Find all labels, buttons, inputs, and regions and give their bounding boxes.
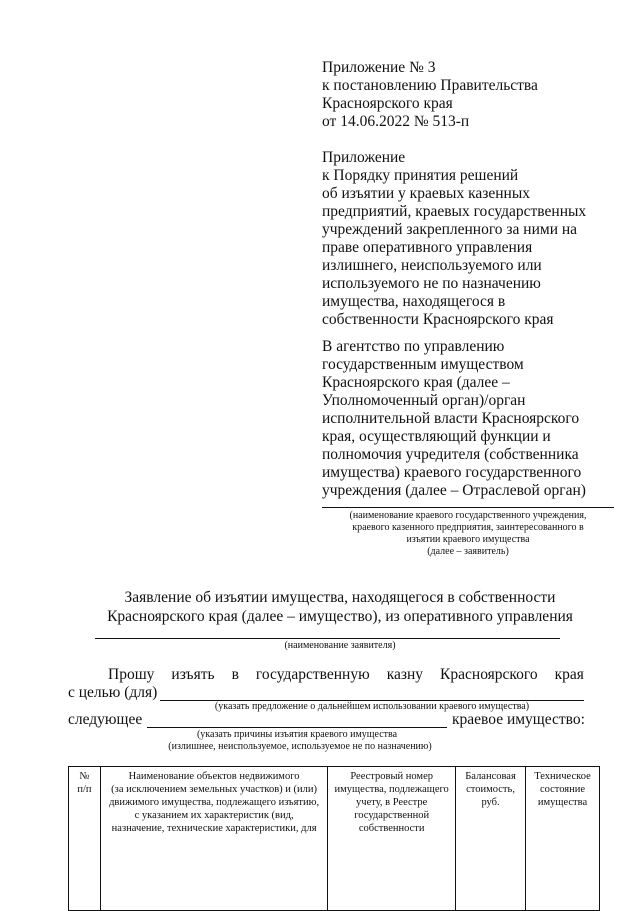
procedure-line: собственности Красноярского края [322,311,554,328]
request-word: государственную [255,666,370,683]
procedure-line: используемого не по назначению [322,275,541,292]
request-line [108,666,584,684]
caption-line: (наименование краевого государственного учреждения, [349,510,587,521]
header-cell-registry-number: Реестровый номер имущества, подлежащего учету, в Реестре государственной собственности [328,767,456,911]
document-title [60,588,620,626]
addressee-line: учреждения (далее – Отраслевой орган) [322,482,586,499]
appendix-line: к постановлению Правительства [322,77,538,94]
addressee-line: Уполномоченный орган)/орган [322,392,526,409]
reason-fill-line [147,727,447,728]
header-cell-name: Наименование объектов недвижимого (за исключением земельных участков) и (или) движимого имущества, подлежащего изъятию, с указанием их характеристик (вид, назначение, технические характеристики, для [100,767,327,911]
applicant-name-caption: (наименование заявителя) [284,640,396,651]
appendix-line: от 14.06.2022 № 513-п [322,113,470,130]
header-cell-number: № п/п [69,767,101,911]
request-word: края [554,666,584,683]
procedure-line: имущества, находящегося в [322,293,506,310]
procedure-line: об изъятии у краевых казенных [322,185,531,202]
header-cell-balance-value: Балансовая стоимость, руб. [456,767,526,911]
procedure-line: учреждений закрепленного за ними на [322,221,578,238]
request-word: Красноярского [440,666,538,683]
addressee-line: В агентство по управлению [322,338,505,355]
caption-line: (далее – заявитель) [427,546,509,557]
title-line: Красноярского края (далее – имущество), из оперативного управления [107,608,573,625]
procedure-line: предприятий, краевых государственных [322,203,587,220]
purpose-caption: (указать предложение о дальнейшем использовании краевого имущества) [214,701,530,712]
addressee-block [322,338,622,500]
procedure-line: Приложение [322,149,406,166]
appendix-header [322,59,622,131]
applicant-name-fill-line [95,638,560,639]
addressee-line: государственным имуществом [322,356,524,373]
appendix-line: Красноярского края [322,95,453,112]
applicant-caption [322,510,614,558]
caption-line: изъятии краевого имущества [406,534,530,545]
addressee-line: Красноярского края (далее – [322,374,510,391]
applicant-fill-line [322,507,614,508]
request-word: в [231,666,239,683]
request-word: изъять [171,666,215,683]
reason-caption: (указать причины изъятия краевого имущества [196,729,398,740]
title-line: Заявление об изъятии имущества, находящегося в собственности [124,589,556,606]
procedure-line: излишнего, неиспользуемого или [322,257,542,274]
reason-caption-2: (излишнее, неиспользуемое, используемое не по назначению) [168,741,432,752]
addressee-line: края, осуществляющий функции и [322,428,551,445]
addressee-line: исполнительной власти Красноярского [322,410,580,427]
request-word: Прошу [108,666,155,683]
property-label: краевое имущество: [452,711,585,728]
procedure-header [322,149,622,329]
caption-line: краевого казенного предприятия, заинтересованного в [352,522,584,533]
following-label: следующее [68,711,143,728]
request-word: казну [386,666,424,683]
header-cell-condition: Техническое состояние имущества [526,767,600,911]
purpose-label: с целью (для) [68,684,158,701]
addressee-line: имущества) краевого государственного [322,464,582,481]
appendix-line: Приложение № 3 [322,59,436,76]
addressee-line: полномочия учредителя (собственника [322,446,579,463]
procedure-line: к Порядку принятия решений [322,167,519,184]
procedure-line: праве оперативного управления [322,239,533,256]
table-header-row [69,767,600,911]
property-table [68,766,600,911]
